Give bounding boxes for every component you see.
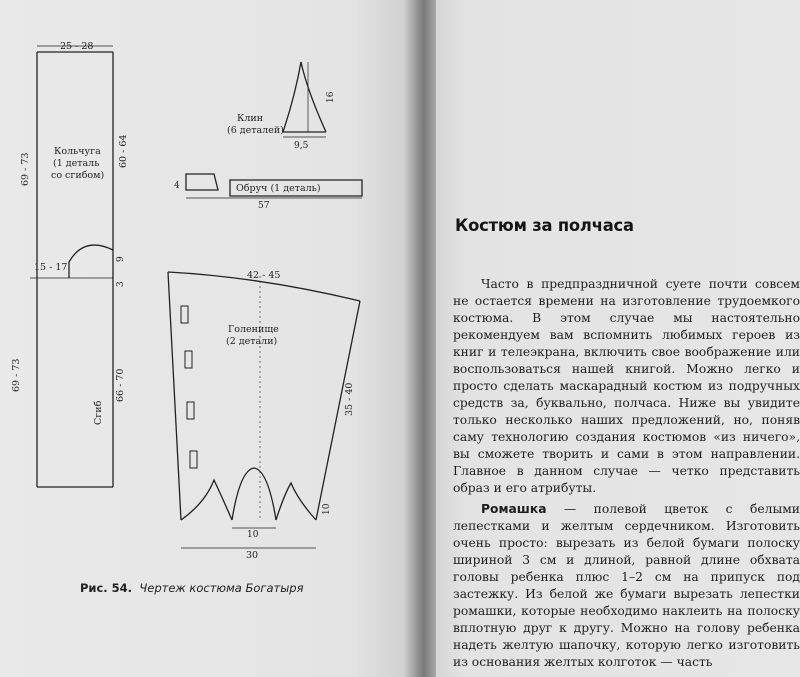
article-body <box>453 276 800 671</box>
figure-caption <box>80 581 304 595</box>
label-boot-inner: 10 <box>247 530 259 540</box>
label-wedge-title: Клин <box>237 113 264 124</box>
term-chamomile: Ромашка <box>481 502 547 516</box>
label-fold: Сгиб <box>93 400 104 425</box>
label-hoop-length: 57 <box>258 201 270 211</box>
label-mail-right-bottom: 66 - 70 <box>115 368 126 402</box>
wedge-piece <box>283 62 326 137</box>
label-boot-title: Голенище <box>228 324 279 335</box>
label-neck-depth: 9 <box>116 256 126 262</box>
right-page <box>436 0 800 677</box>
caption-text: Чертеж костюма Богатыря <box>139 581 304 595</box>
label-wedge-width: 9,5 <box>294 141 309 151</box>
label-boot-bottom: 30 <box>246 550 259 561</box>
article-heading: Костюм за полчаса <box>455 216 634 236</box>
label-mail-right-top: 60 - 64 <box>118 134 129 168</box>
label-wedge-detail: (6 деталей) <box>227 125 284 136</box>
label-mail-title: Кольчуга <box>54 146 101 157</box>
label-hoop-title: Обруч (1 деталь) <box>236 183 321 194</box>
label-mail-left-top: 69 - 73 <box>20 152 31 186</box>
label-boot-side: 35 - 40 <box>344 382 355 416</box>
label-mail-width: 25 - 28 <box>60 41 94 52</box>
label-mail-detail1: (1 деталь <box>53 158 100 169</box>
caption-label: Рис. 54. <box>80 581 133 595</box>
label-mail-detail2: со сгибом) <box>51 170 105 181</box>
label-neck-width: 15 - 17 <box>34 262 68 273</box>
chamomile-description: — полевой цветок с белыми лепестками и желтым сердечником. Изготовить очень просто: вырезать из белой бумаги полоску шириной 3 см и длиной, равной длине обхвата головы ребенка плюс 1–2 см на припуск под застежку. Из белой же бумаги вырезать лепестки ромашки, которые необходимо наклеить на полоску вплотную друг к другу. Можно на голову ребенка надеть желтую шапочку, которую легко изготовить из основания желтых колготок — часть <box>453 502 800 669</box>
label-mail-left-bottom: 69 - 73 <box>11 358 22 392</box>
paragraph-chamomile <box>453 501 800 671</box>
label-boot-detail: (2 детали) <box>226 336 278 347</box>
book-gutter <box>404 0 440 677</box>
label-hoop-height: 4 <box>174 181 180 191</box>
paragraph-intro: Часто в предпраздничной суете почти совсем не остается времени на изготовление трудоемкого костюма. В этом случае мы настоятельно рекомендуем вам вспомнить любимых героев из книг и телеэкрана, включить свое воображение или воспользоваться нашей книгой. Можно легко и просто сделать маскарадный костюм из подручных средств за, буквально, полчаса. Ниже вы увидите только несколько наших предложений, но, поняв саму технологию создания костюмов «из ничего», вы сможете творить и сами в этом направлении. Главное в данном случае — четко представить образ и его атрибуты. <box>453 277 800 495</box>
label-neck-small: 3 <box>116 281 126 287</box>
label-boot-top: 42 - 45 <box>247 270 281 281</box>
label-boot-notch: 10 <box>322 503 332 515</box>
label-wedge-height: 16 <box>326 91 336 103</box>
